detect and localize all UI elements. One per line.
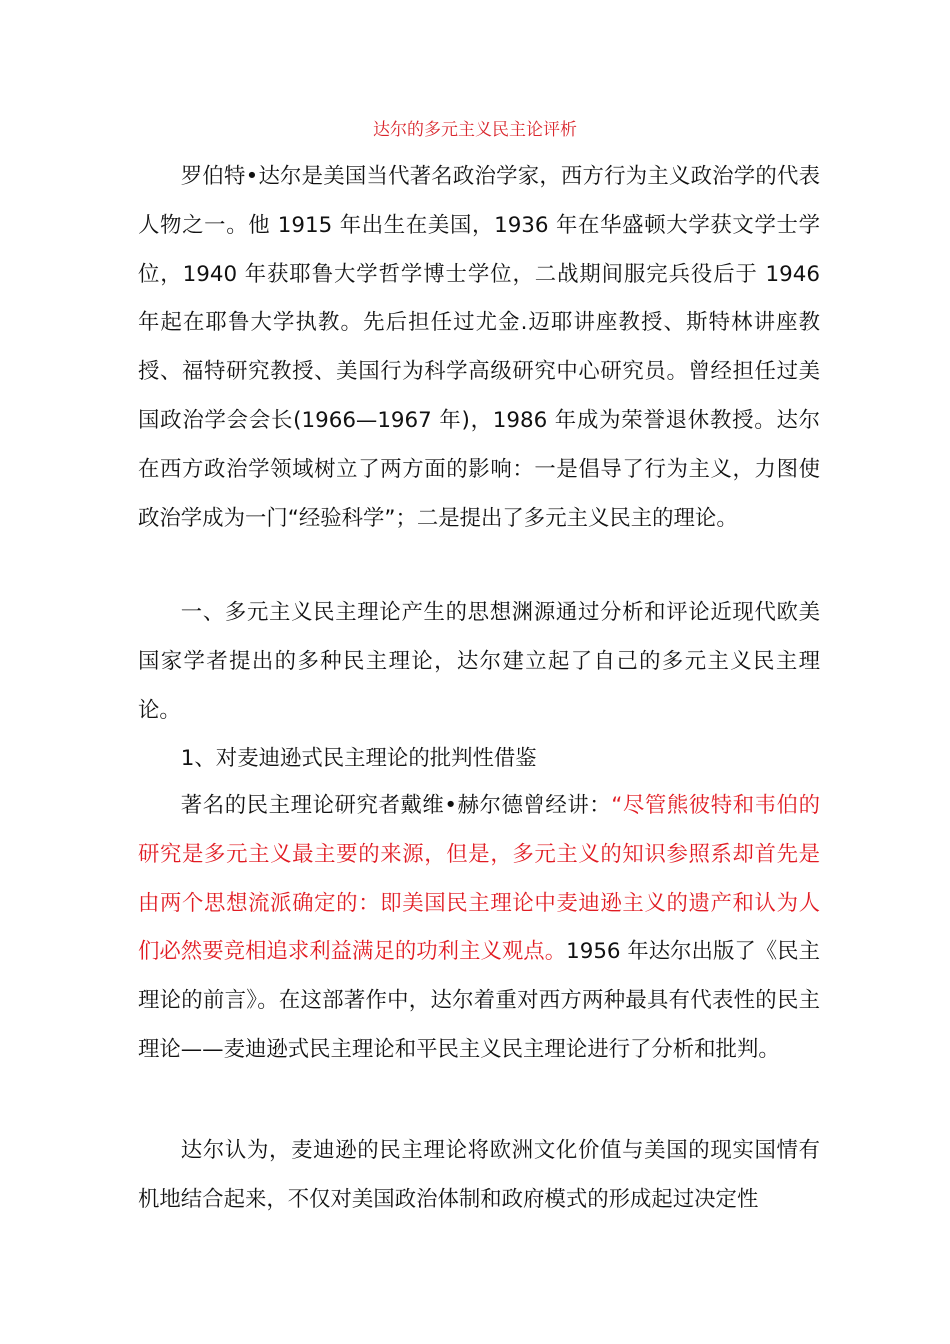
paragraph-held-quote	[138, 782, 820, 1075]
document-title: 达尔的多元主义民主论评析	[373, 120, 577, 140]
paragraph-biography	[138, 153, 820, 543]
paragraph-text: 一、多元主义民主理论产生的思想渊源通过分析和评论近现代欧美国家学者提出的多种民主理论，达尔建立起了自己的多元主义民主理论。	[138, 600, 820, 723]
paragraph-text	[138, 782, 820, 1075]
subheading-text: 1、对麦迪逊式民主理论的批判性借鉴	[180, 746, 537, 771]
highlighted-quote: “尽管熊彼特和韦伯的研究是多元主义最主要的来源，但是，多元主义的知识参照系却首先是由两个思想流派确定的：即美国民主理论中麦迪逊主义的遗产和认为人们必然要竞相追求利益满足的功利主义观点。	[138, 793, 820, 965]
quote-intro: 著名的民主理论研究者戴维•赫尔德曾经讲：	[180, 793, 612, 818]
paragraph-text: 罗伯特•达尔是美国当代著名政治学家，西方行为主义政治学的代表人物之一。他 1915 年出生在美国，1936 年在华盛顿大学获文学士学位，1940 年获耶鲁大学哲学博士学位，二战期间服完兵役后于 1946 年起在耶鲁大学执教。先后担任过尤金.迈耶讲座教授、斯特林讲座教授、福特研究教授、美国行为科学高级研究中心研究员。曾经担任过美国政治学会会长(1966—1967 年)，1986 年成为荣誉退休教授。达尔在西方政治学领域树立了两方面的影响：一是倡导了行为主义，力图使政治学成为一门“经验科学”；二是提出了多元主义民主的理论。	[138, 164, 820, 531]
paragraph-dahl-view	[138, 1127, 820, 1225]
paragraph-text: 达尔认为，麦迪逊的民主理论将欧洲文化价值与美国的现实国情有机地结合起来，不仅对美国政治体制和政府模式的形成起过决定性	[138, 1138, 820, 1212]
quote-followup: 1956 年达尔出版了《民主理论的前言》。在这部著作中，达尔着重对西方两种最具有代表性的民主理论——麦迪逊式民主理论和平民主义民主理论进行了分析和批判。	[138, 939, 820, 1062]
subheading-madison	[138, 735, 820, 784]
paragraph-section-one	[138, 589, 820, 735]
